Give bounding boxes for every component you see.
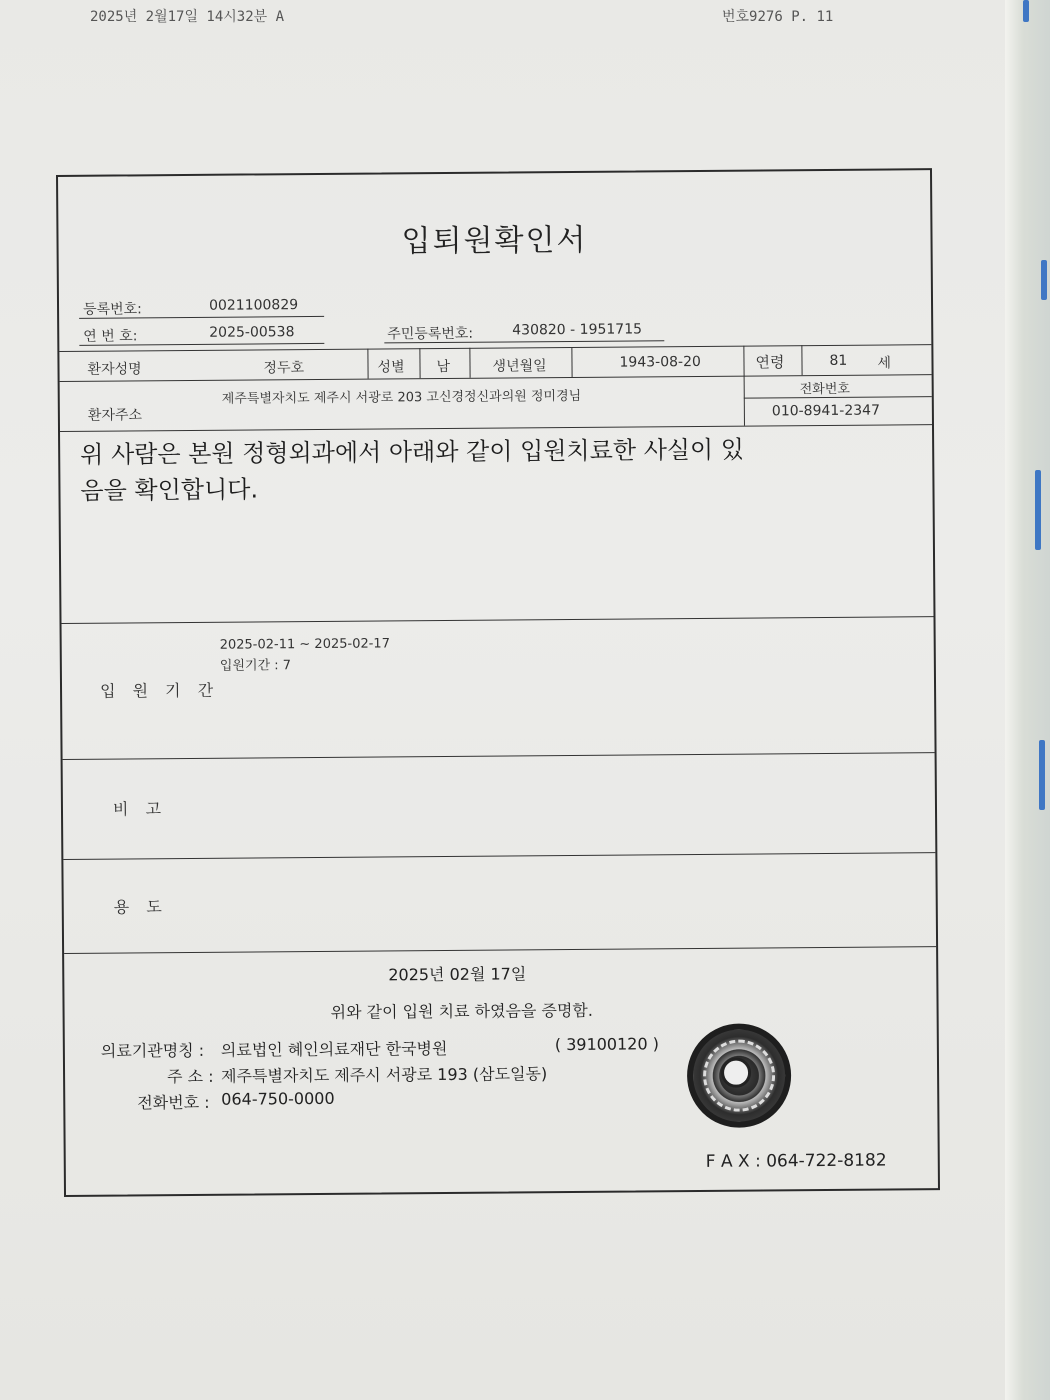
sex-value: 남	[436, 358, 451, 376]
table-bottom-line	[60, 424, 932, 432]
stack-edge	[1005, 0, 1050, 1400]
divider-3	[469, 348, 470, 378]
issue-date: 2025년 02월 17일	[388, 964, 527, 985]
hospital-phone: 064-750-0000	[221, 1088, 335, 1109]
age-label: 연령	[755, 353, 785, 372]
divider-4	[571, 347, 572, 377]
edge-mark	[1039, 740, 1045, 810]
hospital-seal-stamp	[687, 1023, 792, 1128]
admission-range: 2025-02-11 ~ 2025-02-17	[219, 636, 391, 653]
hospital-address-label: 주 소 :	[167, 1066, 214, 1087]
serial-value: 2025-00538	[209, 324, 295, 341]
patient-name-label: 환자성명	[87, 361, 142, 378]
divider-5	[743, 346, 745, 426]
edge-mark	[1035, 470, 1041, 550]
birth-value: 1943-08-20	[619, 353, 701, 371]
edge-mark	[1041, 260, 1047, 300]
divider-1	[367, 349, 368, 379]
hospital-address: 제주특별자치도 제주시 서광로 193 (삼도일동)	[221, 1064, 548, 1086]
age-unit: 세	[877, 355, 892, 372]
certificate-form	[56, 168, 940, 1197]
phone-label: 전화번호	[799, 381, 851, 398]
patient-phone: 010-8941-2347	[771, 402, 881, 420]
institution-code: ( 39100120 )	[554, 1034, 660, 1055]
institution-label: 의료기관명칭 :	[100, 1040, 205, 1061]
section-line-admission	[62, 616, 934, 624]
resident-id-label: 주민등록번호:	[387, 325, 474, 343]
patient-address: 제주특별자치도 제주시 서광로 203 고신경정신과의원 정미경님	[221, 388, 582, 407]
sex-label: 성별	[377, 359, 405, 376]
divider-6	[801, 345, 802, 375]
registration-label: 등록번호:	[82, 301, 142, 318]
age-value: 81	[829, 352, 848, 369]
certify-text: 위와 같이 입원 치료 하였음을 증명함.	[330, 1000, 594, 1022]
fax-number: F A X : 064-722-8182	[705, 1150, 887, 1172]
patient-name: 정두호	[263, 360, 305, 377]
resident-id-value: 430820 - 1951715	[512, 321, 643, 339]
statement-line2: 음을 확인합니다.	[80, 475, 259, 505]
registration-value: 0021100829	[208, 297, 299, 314]
page-title: 입퇴원확인서	[401, 222, 588, 260]
admission-label: 입 원 기 간	[99, 680, 220, 701]
fax-header-left: 2025년 2월17일 14시32분 A	[90, 9, 285, 25]
section-line-footer	[64, 946, 936, 954]
serial-label: 연 번 호:	[83, 328, 138, 345]
statement-line1: 위 사람은 본원 정형외과에서 아래와 같이 입원치료한 사실이 있	[80, 435, 745, 469]
address-label: 환자주소	[87, 407, 143, 424]
admission-days: 입원기간 : 7	[219, 658, 292, 674]
edge-mark	[1023, 0, 1029, 22]
seal-core	[721, 1058, 751, 1088]
fax-header-right: 번호9276 P. 11	[722, 9, 834, 25]
section-line-remarks	[63, 752, 935, 760]
remarks-label: 비 고	[112, 799, 168, 819]
hospital-phone-label: 전화번호 :	[137, 1092, 210, 1113]
purpose-label: 용 도	[113, 897, 168, 917]
birth-label: 생년월일	[492, 358, 547, 375]
divider-2	[419, 348, 420, 378]
institution-name: 의료법인 혜인의료재단 한국병원	[220, 1038, 448, 1060]
section-line-purpose	[63, 852, 935, 860]
